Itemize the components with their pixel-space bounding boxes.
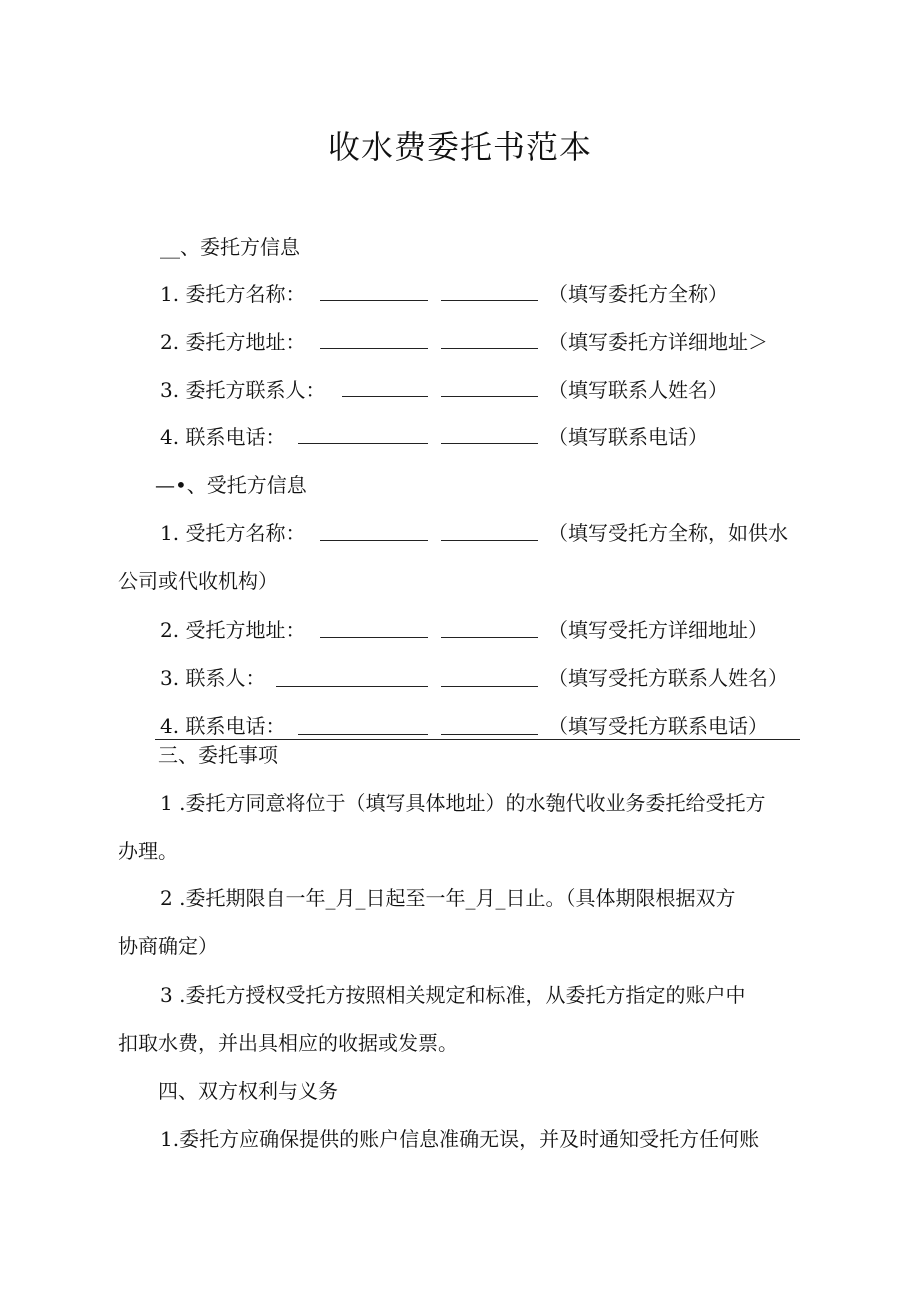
section4-heading: 四、双方权利与义务 [158, 1079, 338, 1103]
item-note: （填写受托方全称，如供水 [548, 521, 788, 545]
section3-para3-line2: 扣取水费，并出具相应的收据或发票。 [118, 1031, 458, 1055]
blank-line[interactable] [320, 348, 428, 349]
section3-para2-line1: 2 .委托期限自一年_月_日起至一年_月_日止。（具体期限根据双方 [160, 886, 736, 910]
item-note-continuation: 公司或代收机构） [118, 569, 278, 593]
section1-item-1 [160, 281, 305, 307]
blank-line[interactable] [441, 300, 538, 301]
item-label: 联系电话： [185, 425, 286, 449]
section2-heading [155, 472, 307, 498]
blank-line[interactable] [320, 540, 428, 541]
blank-line[interactable] [441, 348, 538, 349]
item-number: 1. [160, 282, 180, 306]
item-label: 委托方联系人： [185, 378, 326, 402]
document-title: 收水费委托书范本 [327, 128, 592, 166]
item-number: 2. [160, 618, 180, 642]
section1-heading-text: 、委托方信息 [180, 235, 300, 259]
item-number: 4. [160, 425, 180, 449]
blank-line[interactable] [298, 734, 428, 735]
section3-para1-line2: 办理。 [118, 839, 178, 863]
blank-line[interactable] [441, 540, 538, 541]
section1-item-2 [160, 329, 305, 355]
section2-heading-mark: —• [155, 473, 187, 497]
section2-item-3 [160, 665, 265, 691]
item-label: 联系电话： [185, 714, 286, 738]
section3-para2-line2: 协商确定） [118, 934, 218, 958]
item-note: （填写受托方详细地址） [548, 618, 768, 642]
section-divider [155, 739, 800, 740]
section3-heading: 三、委托事项 [158, 743, 278, 767]
item-number: 1. [160, 521, 180, 545]
item-note: （填写受托方联系电话） [548, 714, 768, 738]
item-label: 委托方名称： [185, 282, 306, 306]
blank-line[interactable] [298, 443, 428, 444]
item-number: 2. [160, 330, 180, 354]
item-label: 联系人： [185, 666, 266, 690]
blank-line[interactable] [441, 443, 538, 444]
section1-item-3 [160, 377, 325, 403]
item-number: 3. [160, 666, 180, 690]
item-number: 4. [160, 714, 180, 738]
item-note: （填写委托方详细地址＞ [548, 330, 768, 354]
item-note: （填写受托方联系人姓名） [548, 666, 788, 690]
blank-line[interactable] [276, 686, 428, 687]
section1-heading [160, 234, 300, 260]
section1-item-4 [160, 424, 285, 450]
item-label: 委托方地址： [185, 330, 306, 354]
section2-item-1 [160, 520, 305, 546]
section4-para1-line1: 1.委托方应确保提供的账户信息准确无误，并及时通知受托方任何账 [160, 1127, 760, 1151]
section3-para1-line1: 1 .委托方同意将位于（填写具体地址）的水匏代收业务委托给受托方 [160, 791, 766, 815]
item-label: 受托方地址： [185, 618, 306, 642]
section1-heading-mark: __ [160, 235, 180, 259]
section2-item-4 [160, 713, 285, 739]
section3-para3-line1: 3 .委托方授权受托方按照相关规定和标准，从委托方指定的账户中 [160, 983, 746, 1007]
blank-line[interactable] [441, 734, 538, 735]
blank-line[interactable] [441, 396, 538, 397]
section2-heading-text: 、受托方信息 [186, 473, 307, 497]
blank-line[interactable] [320, 637, 428, 638]
item-note: （填写委托方全称） [548, 282, 728, 306]
item-note: （填写联系人姓名） [548, 378, 728, 402]
item-label: 受托方名称： [185, 521, 306, 545]
blank-line[interactable] [342, 396, 428, 397]
blank-line[interactable] [320, 300, 428, 301]
item-note: （填写联系电话） [548, 425, 708, 449]
item-number: 3. [160, 378, 180, 402]
section2-item-2 [160, 617, 305, 643]
blank-line[interactable] [441, 637, 538, 638]
blank-line[interactable] [441, 686, 538, 687]
